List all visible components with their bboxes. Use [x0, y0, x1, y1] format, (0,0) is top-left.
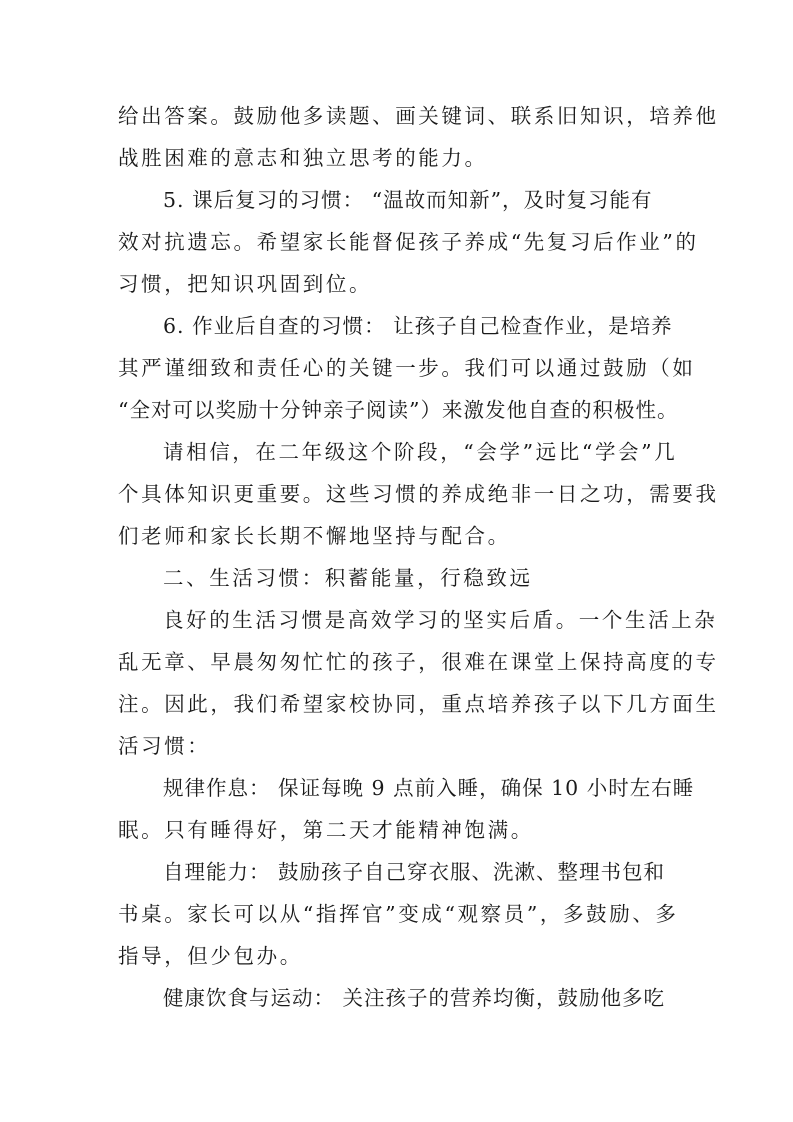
habit-selfcare-line: 自理能力： 鼓励孩子自己穿衣服、洗漱、整理书包和	[163, 860, 666, 884]
paragraph-line: 战胜困难的意志和独立思考的能力。	[118, 146, 488, 170]
paragraph-line: 乱无章、早晨匆匆忙忙的孩子，很难在课堂上保持高度的专	[118, 650, 719, 674]
habit-diet-line: 健康饮食与运动： 关注孩子的营养均衡，鼓励他多吃	[163, 986, 666, 1010]
paragraph-line: 请相信，在二年级这个阶段，“会学”远比“学会”几	[163, 440, 678, 464]
paragraph-line: 书桌。家长可以从“指挥官”变成“观察员”，多鼓励、多	[118, 902, 679, 926]
section-heading: 二、生活习惯：积蓄能量，行稳致远	[163, 566, 533, 590]
paragraph-line: 个具体知识更重要。这些习惯的养成绝非一日之功，需要我	[118, 482, 719, 506]
list-item-5-heading-line: 5. 课后复习的习惯： “温故而知新”，及时复习能有	[163, 188, 653, 212]
paragraph-line: 效对抗遗忘。希望家长能督促孩子养成“先复习后作业”的	[118, 230, 699, 254]
paragraph-line: 指导，但少包办。	[118, 944, 303, 968]
paragraph-line: 活习惯：	[118, 734, 211, 758]
paragraph-line: 们老师和家长长期不懈地坚持与配合。	[118, 524, 511, 548]
paragraph-line: “全对可以奖励十分钟亲子阅读”）来激发他自查的积极性。	[118, 398, 679, 422]
habit-sleep-line: 规律作息： 保证每晚 9 点前入睡，确保 10 小时左右睡	[163, 776, 695, 800]
paragraph-line: 其严谨细致和责任心的关键一步。我们可以通过鼓励（如	[118, 356, 696, 380]
paragraph-line: 习惯，把知识巩固到位。	[118, 272, 373, 296]
paragraph-line: 给出答案。鼓励他多读题、画关键词、联系旧知识，培养他	[118, 104, 719, 128]
paragraph-line: 良好的生活习惯是高效学习的坚实后盾。一个生活上杂	[163, 608, 718, 632]
list-item-6-heading-line: 6. 作业后自查的习惯： 让孩子自己检查作业，是培养	[163, 314, 673, 338]
paragraph-line: 注。因此，我们希望家校协同，重点培养孩子以下几方面生	[118, 692, 719, 716]
paragraph-line: 眠。只有睡得好，第二天才能精神饱满。	[118, 818, 534, 842]
